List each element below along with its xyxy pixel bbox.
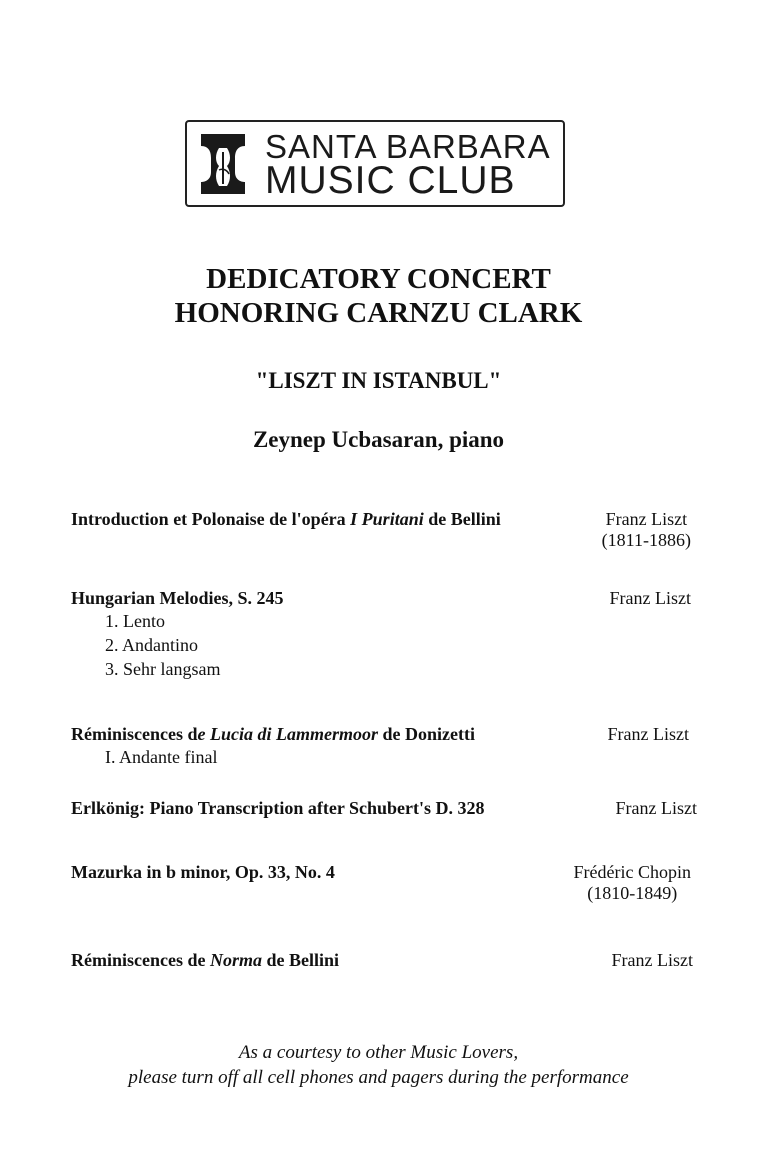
composer-name: Franz Liszt <box>611 950 693 970</box>
work-title-part: de Bellini <box>262 950 340 970</box>
work-title-italic: e Lucia di Lammermoor <box>197 724 378 744</box>
logo-line-2: MUSIC CLUB <box>265 159 516 202</box>
composer <box>608 724 689 745</box>
work-title-part: Réminiscences d <box>71 724 198 744</box>
concert-title-line-2: HONORING CARNZU CLARK <box>174 297 583 329</box>
concert-title-line-1: DEDICATORY CONCERT <box>206 263 551 295</box>
program-item-1 <box>71 509 701 550</box>
program-item-2 <box>71 588 701 681</box>
santa-barbara-music-club-logo <box>185 120 565 207</box>
composer-name: Franz Liszt <box>605 509 688 529</box>
work-title: Mazurka in b minor, Op. 33, No. 4 <box>71 862 335 882</box>
composer-name: Franz Liszt <box>615 798 697 818</box>
work-title <box>71 724 701 745</box>
movement: 1. Lento <box>105 611 165 631</box>
courtesy-note <box>0 1040 757 1090</box>
movement: 3. Sehr langsam <box>105 659 221 679</box>
composer <box>610 588 691 609</box>
program-item-4 <box>71 798 701 819</box>
work-title-italic: I Puritani <box>350 509 424 529</box>
composer-name: Franz Liszt <box>609 588 691 608</box>
composer-dates: (1811-1886) <box>601 530 691 550</box>
work-title <box>71 950 701 971</box>
composer-dates: (1810-1849) <box>587 883 678 903</box>
composer <box>612 950 693 971</box>
logo-line-1: SANTA BARBARA <box>265 128 551 165</box>
movement: 2. Andantino <box>105 635 198 655</box>
composer <box>602 509 691 551</box>
program-item-5 <box>71 862 701 903</box>
composer <box>574 862 691 904</box>
concert-title <box>0 262 757 330</box>
composer-name: Frédéric Chopin <box>573 862 691 882</box>
work-title-part: Réminiscences de <box>71 950 210 970</box>
program-item-3 <box>71 724 701 769</box>
violin-silhouette-icon <box>197 132 249 196</box>
work-title: Erlkönig: Piano Transcription after Schubert's D. 328 <box>71 798 485 818</box>
work-title: Hungarian Melodies, S. 245 <box>71 588 284 608</box>
concert-subtitle: "LISZT IN ISTANBUL" <box>255 368 502 393</box>
composer <box>616 798 697 819</box>
program-item-6 <box>71 950 701 971</box>
courtesy-note-line-2: please turn off all cell phones and pagers during the performance <box>128 1067 629 1088</box>
work-title-italic: Norma <box>209 950 262 970</box>
movement: I. Andante final <box>105 747 218 767</box>
performer: Zeynep Ucbasaran, piano <box>252 427 505 452</box>
composer-name: Franz Liszt <box>607 724 689 744</box>
work-title-part: de Bellini <box>423 509 501 529</box>
work-title-part: Introduction et Polonaise de l'opéra <box>71 509 351 529</box>
logo-text <box>265 128 551 202</box>
courtesy-note-line-1: As a courtesy to other Music Lovers, <box>238 1042 519 1063</box>
work-title-part: de Donizetti <box>377 724 475 744</box>
